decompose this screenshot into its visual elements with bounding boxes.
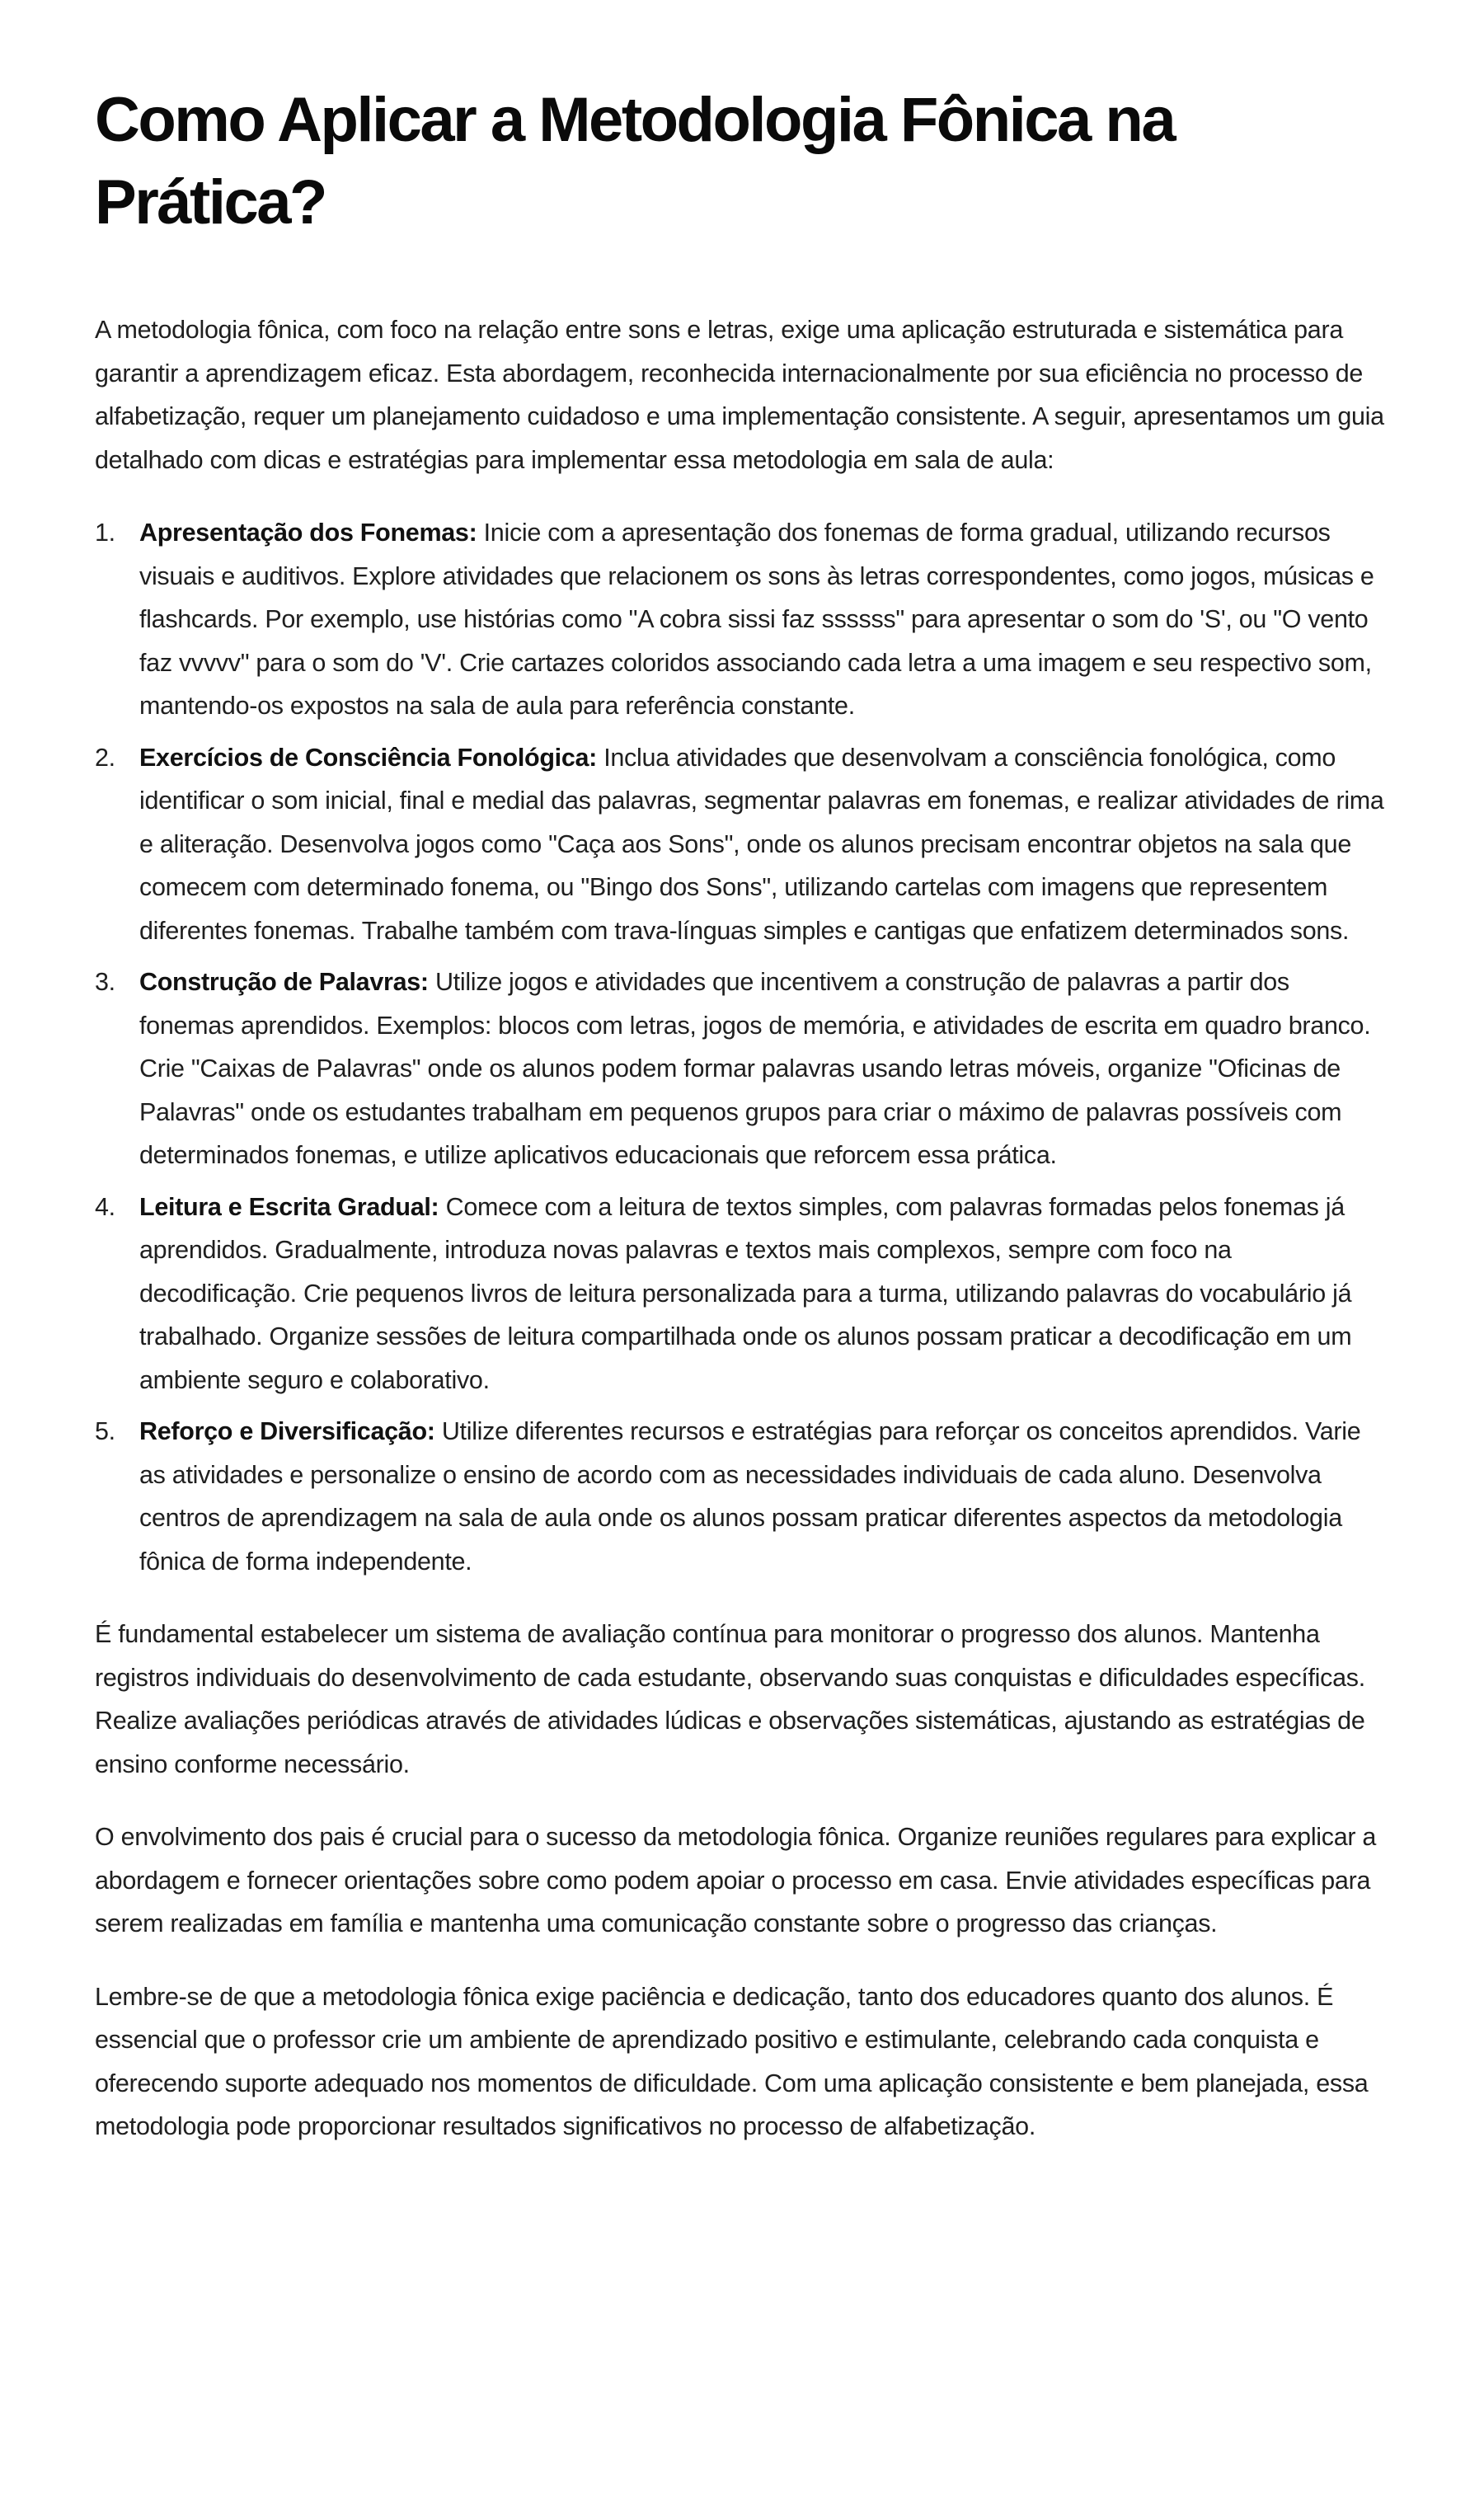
intro-paragraph: A metodologia fônica, com foco na relação entre sons e letras, exige uma aplicação estruturada e sistemática para garantir a aprendizagem eficaz. Esta abordagem, reconhecida internacionalmente por sua eficiência no processo de alfabetização, requer um planejamento cuidadoso e uma implementação consistente. A seguir, apresentamos um guia detalhado com dicas e estratégias para implementar essa metodologia em sala de aula:: [95, 316, 1384, 474]
list-number: 3.: [95, 968, 115, 996]
step-text: Comece com a leitura de textos simples, com palavras formadas pelos fonemas já aprendidos. Gradualmente, introduza novas palavras e textos mais complexos, sempre com foco na decodificação. Crie pequenos livros de leitura personalizada para a turma, utilizando palavras do vocabulário já trabalhado. Organize sessões de leitura compartilhada onde os alunos possam praticar a decodificação em um ambiente seguro e colaborativo.: [139, 1192, 1352, 1394]
step-text: Inicie com a apresentação dos fonemas de forma gradual, utilizando recursos visuais e auditivos. Explore atividades que relacionem os sons às letras correspondentes, como jogos, músicas e flashcards. Por exemplo, use histórias como "A cobra sissi faz ssssss" para apresentar o som do 'S', ou "O vento faz vvvvv" para o som do 'V'. Crie cartazes coloridos associando cada letra a uma imagem e seu respectivo som, mantendo-os expostos na sala de aula para referência constante.: [139, 519, 1374, 720]
conclusion-paragraph: Lembre-se de que a metodologia fônica exige paciência e dedicação, tanto dos educadores quanto dos alunos. É essencial que o professor crie um ambiente de aprendizado positivo e estimulante, celebrando cada conquista e oferecendo suporte adequado nos momentos de dificuldade. Com uma aplicação consistente e bem planejada, essa metodologia pode proporcionar resultados significativos no processo de alfabetização.: [95, 1982, 1369, 2140]
list-number: 1.: [95, 519, 115, 547]
list-item: [95, 1186, 1385, 1402]
evaluation-paragraph: É fundamental estabelecer um sistema de avaliação contínua para monitorar o progresso dos alunos. Mantenha registros individuais do desenvolvimento de cada estudante, observando suas conquistas e dificuldades específicas. Realize avaliações periódicas através de atividades lúdicas e observações sistemáticas, ajustando as estratégias de ensino conforme necessário.: [95, 1620, 1365, 1778]
page-title: Como Aplicar a Metodologia Fônica na Prática?: [95, 85, 1175, 237]
list-item: [95, 511, 1385, 728]
step-title: Construção de Palavras:: [139, 968, 429, 996]
list-item: [95, 736, 1385, 953]
step-title: Leitura e Escrita Gradual:: [139, 1192, 439, 1221]
step-title: Reforço e Diversificação:: [139, 1417, 435, 1445]
parents-paragraph: O envolvimento dos pais é crucial para o sucesso da metodologia fônica. Organize reuniões regulares para explicar a abordagem e fornecer orientações sobre como podem apoiar o processo em casa. Envie atividades específicas para serem realizadas em família e mantenha uma comunicação constante sobre o progresso das crianças.: [95, 1823, 1377, 1937]
list-item: [95, 960, 1385, 1177]
step-text: Inclua atividades que desenvolvam a consciência fonológica, como identificar o som inicial, final e medial das palavras, segmentar palavras em fonemas, e realizar atividades de rima e aliteração. Desenvolva jogos como "Caça aos Sons", onde os alunos precisam encontrar objetos na sala que comecem com determinado fonema, ou "Bingo dos Sons", utilizando cartelas com imagens que representem diferentes fonemas. Trabalhe também com trava-línguas simples e cantigas que enfatizem determinados sons.: [139, 743, 1384, 945]
steps-list: [95, 511, 1385, 1583]
step-text: Utilize diferentes recursos e estratégias para reforçar os conceitos aprendidos. Varie as atividades e personalize o ensino de acordo com as necessidades individuais de cada aluno. Desenvolva centros de aprendizagem na sala de aula onde os alunos possam praticar diferentes aspectos da metodologia fônica de forma independente.: [139, 1417, 1361, 1576]
list-item: [95, 1410, 1385, 1583]
list-number: 4.: [95, 1192, 115, 1221]
list-number: 2.: [95, 743, 115, 772]
step-title: Apresentação dos Fonemas:: [139, 519, 477, 547]
step-title: Exercícios de Consciência Fonológica:: [139, 743, 598, 772]
step-text: Utilize jogos e atividades que incentivem a construção de palavras a partir dos fonemas aprendidos. Exemplos: blocos com letras, jogos de memória, e atividades de escrita em quadro branco. Crie "Caixas de Palavras" onde os alunos podem formar palavras usando letras móveis, organize "Oficinas de Palavras" onde os estudantes trabalham em pequenos grupos para criar o máximo de palavras possíveis com determinados fonemas, e utilize aplicativos educacionais que reforcem essa prática.: [139, 968, 1371, 1169]
list-number: 5.: [95, 1417, 115, 1445]
